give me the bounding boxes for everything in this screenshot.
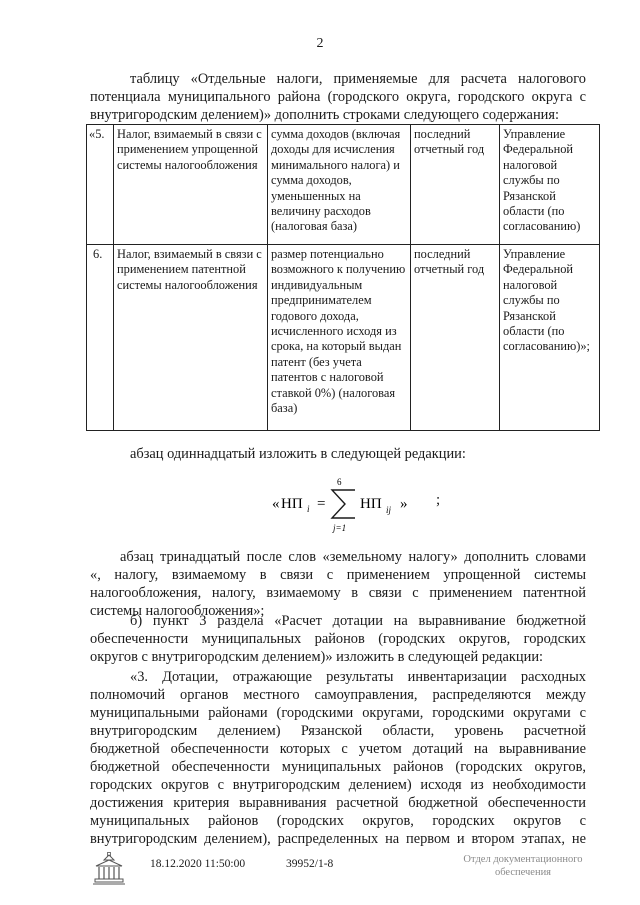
- point-b-paragraph: [90, 612, 586, 666]
- source-cell: Управление Федеральной налоговой службы по Рязанской области (по согласованию)»;: [500, 245, 600, 431]
- formula-rhs: НП: [360, 496, 382, 512]
- paragraph-thirteen: [90, 548, 586, 620]
- text-line: внутригородским делением)» дополнить строками следующего содержания:: [90, 107, 559, 123]
- text-line: городских округов с внутригородским делением) исходя из необходимости: [90, 777, 586, 793]
- text-line: «3. Дотации, отражающие результаты инвентаризации расходных: [130, 669, 586, 685]
- stamp-line: обеспечения: [494, 867, 552, 878]
- department-stamp: [448, 853, 598, 879]
- table-row: [87, 125, 600, 245]
- tax-table: [86, 124, 600, 431]
- text-line: б) пункт 3 раздела «Расчет дотации на выравнивание бюджетной: [130, 613, 586, 629]
- text-line: муниципальных районов (городских округов, городских округов с: [90, 813, 586, 829]
- stamp-line: Отдел документационного: [463, 854, 583, 865]
- formula-semicolon: ;: [436, 492, 441, 508]
- tax-base-cell: размер потенциально возможного к получению индивидуальным предпринимателем годового дохода, исчисленного исходя из срока, на который выдан патент (без учета патентов с налоговой ставкой 0%) (налоговая база): [268, 245, 411, 431]
- period-cell: последний отчетный год: [411, 245, 500, 431]
- text-line: внутригородским делением) Рязанской области, уровень расчетной: [90, 723, 586, 739]
- formula: [270, 474, 430, 534]
- text-line: таблицу «Отдельные налоги, применяемые для расчета налогового: [130, 71, 586, 87]
- text-line: достижения критерия выравнивания расчетной бюджетной обеспеченности: [90, 795, 586, 811]
- paragraph-eleven: абзац одиннадцатый изложить в следующей редакции:: [130, 446, 466, 462]
- sum-upper-limit: 6: [337, 477, 342, 487]
- text-line: бюджетной обеспеченности муниципальных районов (городских округов,: [90, 759, 586, 775]
- formula-lhs-index: i: [307, 504, 310, 514]
- table-row: [87, 245, 600, 431]
- text-line: полномочий органов местного самоуправления, распределяются между: [90, 687, 586, 703]
- text-line: потенциала муниципального района (городского округа, городского округа с: [90, 89, 586, 105]
- formula-rhs-index: ij: [386, 505, 392, 515]
- formula-open-quote: «: [272, 496, 280, 512]
- page-number: 2: [316, 36, 324, 51]
- row-number: «5.: [87, 125, 114, 245]
- text-line: внутригородским делением), распределенных на первом и втором этапах, не: [90, 831, 586, 847]
- tax-name-cell: Налог, взимаемый в связи с применением патентной системы налогообложения: [114, 245, 268, 431]
- tax-base-cell: сумма доходов (включая доходы для исчисления минимального налога) и сумма доходов, уменьшенных на величину расходов (налоговая база): [268, 125, 411, 245]
- formula-lhs: НП: [281, 496, 303, 512]
- row-number: 6.: [87, 245, 114, 431]
- text-line: округов с внутригородским делением)» изложить в следующей редакции:: [90, 649, 544, 665]
- clause-three-paragraph: [90, 668, 586, 848]
- footer-document-code: 39952/1-8: [286, 858, 334, 870]
- footer-datetime: 18.12.2020 11:50:00: [150, 858, 246, 870]
- text-line: налогообложения, налогу, взимаемому в связи с применением патентной: [90, 585, 586, 601]
- text-line: обеспеченности муниципальных районов (городских округов, городских: [90, 631, 586, 647]
- sum-lower-limit: j=1: [333, 523, 347, 533]
- sum-sign: [332, 490, 355, 518]
- text-line: муниципальными районами (городскими округами, городскими округами с: [90, 705, 586, 721]
- source-cell: Управление Федеральной налоговой службы по Рязанской области (по согласованию): [500, 125, 600, 245]
- text-line: системы налогообложения»;: [90, 603, 265, 619]
- formula-equals: =: [317, 496, 326, 512]
- text-line: «, налогу, взимаемому в связи с применением упрощенной системы: [90, 567, 586, 583]
- text-line: бюджетной обеспеченности которых с учетом дотаций на выравнивание: [90, 741, 586, 757]
- intro-paragraph: [90, 70, 586, 124]
- building-logo-icon: [92, 852, 126, 886]
- period-cell: последний отчетный год: [411, 125, 500, 245]
- text-line: абзац тринадцатый после слов «земельному налогу» дополнить словами: [120, 549, 586, 565]
- tax-name-cell: Налог, взимаемый в связи с применением упрощенной системы налогообложения: [114, 125, 268, 245]
- formula-close-quote: »: [400, 496, 408, 512]
